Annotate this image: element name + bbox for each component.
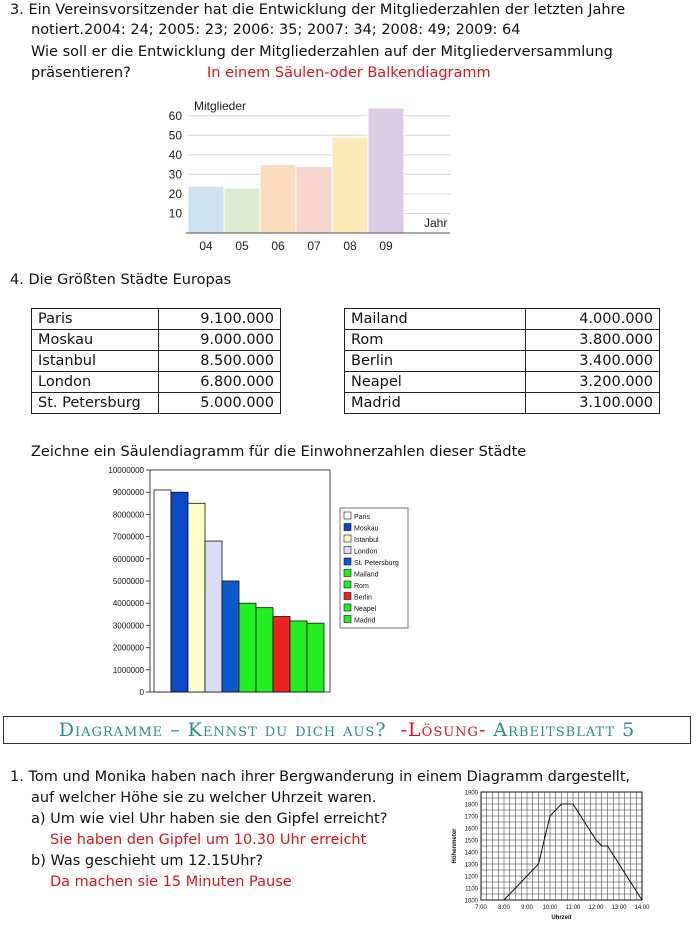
city-name: Rom [345,330,526,351]
y-tick-label: 1500 [464,838,478,845]
city-name: Madrid [345,393,526,414]
y-tick-label: 60 [168,108,182,123]
city-name: Mailand [345,309,526,330]
bar [222,581,239,692]
city-population: 5.000.000 [159,393,281,414]
city-population: 8.500.000 [159,351,281,372]
task3-line2: notiert.2004: 24; 2005: 23; 2006: 35; 2007: 34; 2008: 49; 2009: 64 [31,22,521,38]
y-tick-label: 1800 [464,802,478,809]
worksheet-banner [3,716,691,744]
y-tick-label: 10 [168,206,182,221]
bar [188,186,224,233]
city-population: 3.100.000 [526,393,660,414]
y-tick-label: 1000000 [112,665,144,675]
legend-swatch [344,524,351,531]
x-tick-label: 13:00 [611,905,627,911]
x-tick-label: 14:00 [634,905,650,911]
bar [188,503,205,692]
legend-swatch [344,604,351,611]
city-population: 3.200.000 [526,372,660,393]
city-population: 3.800.000 [526,330,660,351]
y-tick-label: 0 [139,688,144,697]
y-tick-label: 1700 [464,814,478,821]
bar [332,137,368,233]
city-population: 9.100.000 [159,309,281,330]
bar [290,621,307,692]
y-tick-label: 7000000 [112,532,144,542]
legend-label: St. Petersburg [354,560,399,567]
y-tick-label: 1400 [464,850,478,857]
x-tick-label: 8:00 [498,905,510,911]
y-tick-label: 6000000 [112,554,144,564]
x-tick-label: 06 [271,239,285,253]
table-row [345,351,660,372]
table-row [345,393,660,414]
x-tick-label: 12:00 [588,905,604,911]
legend-swatch [344,535,351,542]
legend-swatch [344,581,351,588]
cities-bar-chart [90,464,420,704]
table-row [32,351,281,372]
task1-line1: 1. Tom und Monika haben nach ihrer Bergwanderung in einem Diagramm dargestellt, [10,769,631,785]
banner-title: Diagramme – Kennst du dich aus? [58,719,387,741]
x-tick-label: 9:00 [521,905,533,911]
task1-line2: auf welcher Höhe sie zu welcher Uhrzeit waren. [31,790,377,806]
city-name: Paris [32,309,159,330]
city-name: Neapel [345,372,526,393]
task3-line4: präsentieren? [31,65,131,81]
x-tick-label: 09 [379,239,393,253]
legend-label: Rom [354,583,369,590]
bar [260,165,296,233]
bar [224,188,260,233]
table-row [345,372,660,393]
cities-table-left [31,308,281,414]
task1-question-b: b) Was geschieht um 12.15Uhr? [31,853,264,869]
table-row [32,372,281,393]
legend-swatch [344,558,351,565]
table-row [32,309,281,330]
cities-table-right [344,308,660,414]
table-row [345,309,660,330]
y-tick-label: 9000000 [112,488,144,498]
bar [205,541,222,692]
table-row [32,393,281,414]
y-tick-label: 1300 [464,862,478,869]
legend-swatch [344,547,351,554]
bar [239,603,256,692]
y-tick-label: 50 [168,128,182,143]
y-tick-label: 4000000 [112,599,144,609]
task4-instruction: Zeichne ein Säulendiagramm für die Einwohnerzahlen dieser Städte [31,444,527,460]
y-tick-label: 1900 [464,790,478,797]
legend-label: Paris [354,514,370,521]
table-row [32,330,281,351]
bar [154,490,171,692]
y-tick-label: 30 [168,167,182,182]
y-tick-label: 1200 [464,874,478,881]
city-population: 3.400.000 [526,351,660,372]
task3-answer: In einem Säulen-oder Balkendiagramm [207,65,491,81]
x-axis-title: Uhrzeit [551,915,572,921]
y-tick-label: 5000000 [112,577,144,586]
x-tick-label: 08 [343,239,357,253]
banner-solution: -Lösung- [400,719,487,741]
city-name: Moskau [32,330,159,351]
table-row [345,330,660,351]
legend-swatch [344,616,351,623]
y-tick-label: 20 [168,186,182,201]
x-tick-label: 07 [307,239,321,253]
y-tick-label: 40 [168,147,182,162]
city-name: Istanbul [32,351,159,372]
task1-question-a: a) Um wie viel Uhr haben sie den Gipfel erreicht? [31,811,388,827]
x-tick-label: 10:00 [542,905,558,911]
x-tick-label: 04 [199,239,213,253]
city-name: St. Petersburg [32,393,159,414]
x-axis-title: Jahr [424,216,448,230]
y-tick-label: 8000000 [112,510,144,520]
y-tick-label: 1100 [465,886,478,893]
task3-line3: Wie soll er die Entwicklung der Mitgliederzahlen auf der Mitgliederversammlung [31,44,613,60]
x-tick-label: 7:00 [475,905,487,911]
y-tick-label: 1600 [464,826,478,833]
city-population: 9.000.000 [159,330,281,351]
bar [296,167,332,233]
bar [368,108,404,233]
legend-swatch [344,570,351,577]
altitude-line-chart [444,784,654,924]
y-axis-title: Mitglieder [194,99,247,113]
city-population: 6.800.000 [159,372,281,393]
bar [256,608,273,692]
task1-answer-b: Da machen sie 15 Minuten Pause [50,874,292,890]
y-tick-label: 10000000 [108,466,144,475]
bar [307,623,324,692]
x-tick-label: 05 [235,239,249,253]
y-tick-label: 1000 [464,898,478,905]
y-tick-label: 3000000 [112,621,144,631]
bar [171,492,188,692]
legend-label: Moskau [354,525,379,533]
legend-label: London [354,548,378,556]
legend-swatch [344,593,351,600]
task3-line1: 3. Ein Vereinsvorsitzender hat die Entwicklung der Mitgliederzahlen der letzten Jahre [10,2,626,18]
bar [273,617,290,692]
city-population: 4.000.000 [526,309,660,330]
legend-label: Berlin [354,594,372,602]
legend-swatch [344,512,351,519]
y-axis-title: Höhenmeter [452,828,458,864]
y-tick-label: 2000000 [112,643,144,653]
legend-label: Mailand [354,571,379,579]
legend-label: Istanbul [354,537,379,544]
legend-label: Madrid [354,617,376,625]
city-name: Berlin [345,351,526,372]
legend-label: Neapel [354,606,377,613]
x-tick-label: 11:00 [565,905,581,911]
task4-heading: 4. Die Größten Städte Europas [10,272,232,288]
city-name: London [32,372,159,393]
task1-answer-a: Sie haben den Gipfel um 10.30 Uhr erreicht [50,832,367,848]
members-bar-chart [150,96,460,256]
banner-sheet: Arbeitsblatt 5 [493,719,636,741]
